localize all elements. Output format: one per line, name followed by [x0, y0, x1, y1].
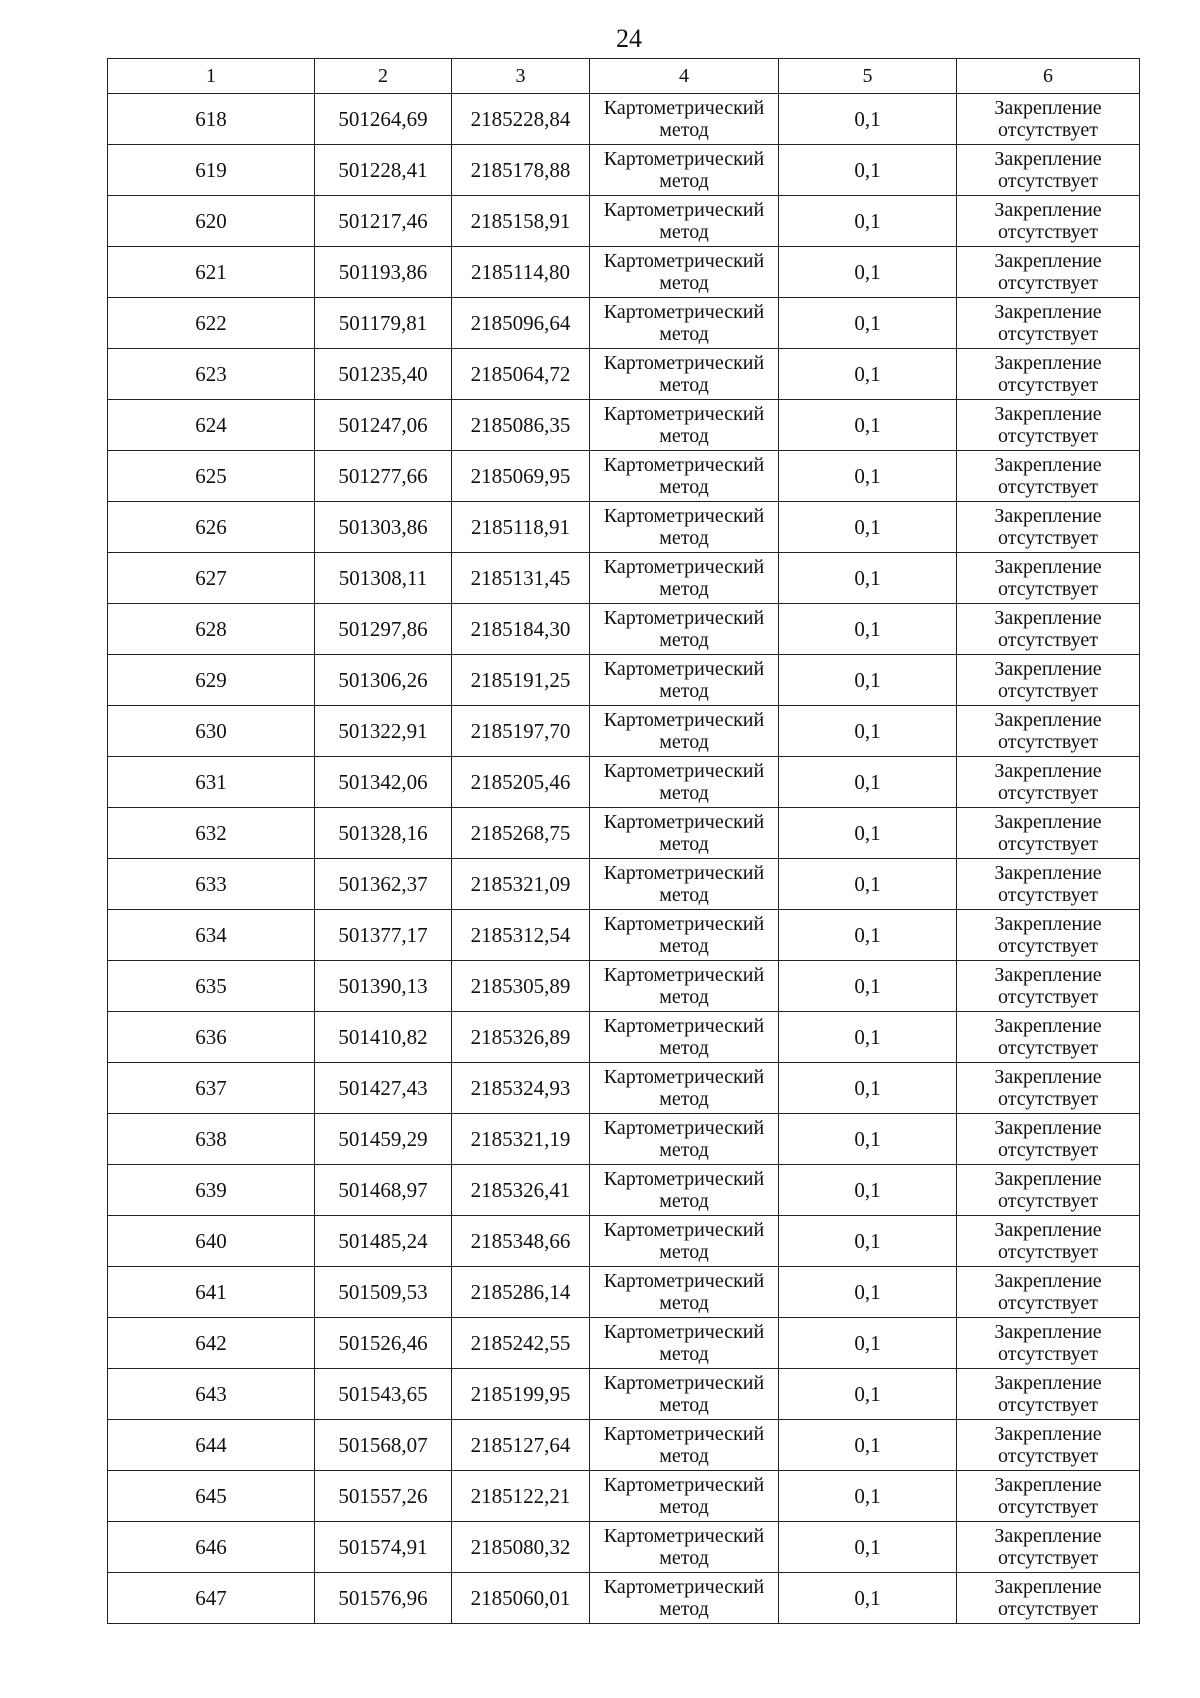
point-number-cell: 626: [108, 502, 315, 553]
method-cell: Картометрический метод: [590, 706, 779, 757]
table-row: [108, 298, 1140, 349]
table-header: [108, 59, 1140, 94]
y-coordinate-cell: 2185184,30: [452, 604, 590, 655]
y-coordinate-cell: 2185205,46: [452, 757, 590, 808]
method-cell: Картометрический метод: [590, 1267, 779, 1318]
y-coordinate-cell: 2185127,64: [452, 1420, 590, 1471]
fixing-description-cell: Закрепление отсутствует: [957, 451, 1140, 502]
x-coordinate-cell: 501410,82: [315, 1012, 452, 1063]
fixing-description-cell: Закрепление отсутствует: [957, 1063, 1140, 1114]
accuracy-cell: 0,1: [779, 1012, 957, 1063]
point-number-cell: 642: [108, 1318, 315, 1369]
y-coordinate-cell: 2185114,80: [452, 247, 590, 298]
accuracy-cell: 0,1: [779, 859, 957, 910]
y-coordinate-cell: 2185321,09: [452, 859, 590, 910]
method-cell: Картометрический метод: [590, 1114, 779, 1165]
accuracy-cell: 0,1: [779, 961, 957, 1012]
point-number-cell: 635: [108, 961, 315, 1012]
y-coordinate-cell: 2185060,01: [452, 1573, 590, 1624]
method-cell: Картометрический метод: [590, 553, 779, 604]
x-coordinate-cell: 501297,86: [315, 604, 452, 655]
fixing-description-cell: Закрепление отсутствует: [957, 961, 1140, 1012]
accuracy-cell: 0,1: [779, 196, 957, 247]
table-row: [108, 961, 1140, 1012]
accuracy-cell: 0,1: [779, 1114, 957, 1165]
method-cell: Картометрический метод: [590, 196, 779, 247]
y-coordinate-cell: 2185069,95: [452, 451, 590, 502]
point-number-cell: 627: [108, 553, 315, 604]
point-number-cell: 620: [108, 196, 315, 247]
point-number-cell: 645: [108, 1471, 315, 1522]
table-row: [108, 1573, 1140, 1624]
page-number: 24: [616, 24, 642, 53]
method-cell: Картометрический метод: [590, 1369, 779, 1420]
column-header: 2: [315, 59, 452, 94]
y-coordinate-cell: 2185191,25: [452, 655, 590, 706]
fixing-description-cell: Закрепление отсутствует: [957, 1216, 1140, 1267]
y-coordinate-cell: 2185286,14: [452, 1267, 590, 1318]
column-header: 5: [779, 59, 957, 94]
fixing-description-cell: Закрепление отсутствует: [957, 400, 1140, 451]
y-coordinate-cell: 2185122,21: [452, 1471, 590, 1522]
point-number-cell: 624: [108, 400, 315, 451]
x-coordinate-cell: 501342,06: [315, 757, 452, 808]
point-number-cell: 623: [108, 349, 315, 400]
y-coordinate-cell: 2185178,88: [452, 145, 590, 196]
x-coordinate-cell: 501362,37: [315, 859, 452, 910]
fixing-description-cell: Закрепление отсутствует: [957, 604, 1140, 655]
method-cell: Картометрический метод: [590, 1420, 779, 1471]
table-row: [108, 1165, 1140, 1216]
x-coordinate-cell: 501247,06: [315, 400, 452, 451]
method-cell: Картометрический метод: [590, 451, 779, 502]
x-coordinate-cell: 501303,86: [315, 502, 452, 553]
x-coordinate-cell: 501217,46: [315, 196, 452, 247]
accuracy-cell: 0,1: [779, 1420, 957, 1471]
x-coordinate-cell: 501328,16: [315, 808, 452, 859]
fixing-description-cell: Закрепление отсутствует: [957, 196, 1140, 247]
table-row: [108, 1012, 1140, 1063]
fixing-description-cell: Закрепление отсутствует: [957, 1318, 1140, 1369]
y-coordinate-cell: 2185197,70: [452, 706, 590, 757]
y-coordinate-cell: 2185131,45: [452, 553, 590, 604]
fixing-description-cell: Закрепление отсутствует: [957, 298, 1140, 349]
table-row: [108, 145, 1140, 196]
accuracy-cell: 0,1: [779, 349, 957, 400]
x-coordinate-cell: 501427,43: [315, 1063, 452, 1114]
x-coordinate-cell: 501459,29: [315, 1114, 452, 1165]
y-coordinate-cell: 2185326,41: [452, 1165, 590, 1216]
point-number-cell: 641: [108, 1267, 315, 1318]
y-coordinate-cell: 2185348,66: [452, 1216, 590, 1267]
fixing-description-cell: Закрепление отсутствует: [957, 1114, 1140, 1165]
point-number-cell: 647: [108, 1573, 315, 1624]
table-row: [108, 349, 1140, 400]
fixing-description-cell: Закрепление отсутствует: [957, 1165, 1140, 1216]
fixing-description-cell: Закрепление отсутствует: [957, 1573, 1140, 1624]
point-number-cell: 632: [108, 808, 315, 859]
method-cell: Картометрический метод: [590, 145, 779, 196]
method-cell: Картометрический метод: [590, 808, 779, 859]
table-row: [108, 808, 1140, 859]
point-number-cell: 622: [108, 298, 315, 349]
y-coordinate-cell: 2185096,64: [452, 298, 590, 349]
accuracy-cell: 0,1: [779, 706, 957, 757]
table-row: [108, 655, 1140, 706]
accuracy-cell: 0,1: [779, 94, 957, 145]
accuracy-cell: 0,1: [779, 1063, 957, 1114]
table-row: [108, 604, 1140, 655]
x-coordinate-cell: 501377,17: [315, 910, 452, 961]
accuracy-cell: 0,1: [779, 400, 957, 451]
accuracy-cell: 0,1: [779, 145, 957, 196]
y-coordinate-cell: 2185064,72: [452, 349, 590, 400]
point-number-cell: 636: [108, 1012, 315, 1063]
method-cell: Картометрический метод: [590, 1216, 779, 1267]
x-coordinate-cell: 501557,26: [315, 1471, 452, 1522]
table-row: [108, 1114, 1140, 1165]
accuracy-cell: 0,1: [779, 1318, 957, 1369]
method-cell: Картометрический метод: [590, 1471, 779, 1522]
x-coordinate-cell: 501277,66: [315, 451, 452, 502]
table-body: [108, 94, 1140, 1624]
y-coordinate-cell: 2185321,19: [452, 1114, 590, 1165]
fixing-description-cell: Закрепление отсутствует: [957, 1471, 1140, 1522]
accuracy-cell: 0,1: [779, 604, 957, 655]
method-cell: Картометрический метод: [590, 859, 779, 910]
y-coordinate-cell: 2185305,89: [452, 961, 590, 1012]
fixing-description-cell: Закрепление отсутствует: [957, 502, 1140, 553]
accuracy-cell: 0,1: [779, 553, 957, 604]
method-cell: Картометрический метод: [590, 94, 779, 145]
point-number-cell: 638: [108, 1114, 315, 1165]
accuracy-cell: 0,1: [779, 1573, 957, 1624]
x-coordinate-cell: 501306,26: [315, 655, 452, 706]
table-row: [108, 1420, 1140, 1471]
accuracy-cell: 0,1: [779, 757, 957, 808]
column-header: 6: [957, 59, 1140, 94]
point-number-cell: 640: [108, 1216, 315, 1267]
table-row: [108, 196, 1140, 247]
fixing-description-cell: Закрепление отсутствует: [957, 859, 1140, 910]
method-cell: Картометрический метод: [590, 1318, 779, 1369]
fixing-description-cell: Закрепление отсутствует: [957, 910, 1140, 961]
accuracy-cell: 0,1: [779, 298, 957, 349]
point-number-cell: 618: [108, 94, 315, 145]
accuracy-cell: 0,1: [779, 451, 957, 502]
method-cell: Картометрический метод: [590, 247, 779, 298]
table-row: [108, 553, 1140, 604]
accuracy-cell: 0,1: [779, 655, 957, 706]
point-number-cell: 637: [108, 1063, 315, 1114]
fixing-description-cell: Закрепление отсутствует: [957, 1267, 1140, 1318]
x-coordinate-cell: 501468,97: [315, 1165, 452, 1216]
accuracy-cell: 0,1: [779, 247, 957, 298]
table-row: [108, 757, 1140, 808]
table-row: [108, 247, 1140, 298]
fixing-description-cell: Закрепление отсутствует: [957, 94, 1140, 145]
table-row: [108, 859, 1140, 910]
accuracy-cell: 0,1: [779, 1522, 957, 1573]
accuracy-cell: 0,1: [779, 502, 957, 553]
y-coordinate-cell: 2185312,54: [452, 910, 590, 961]
point-number-cell: 631: [108, 757, 315, 808]
column-header: 4: [590, 59, 779, 94]
table-row: [108, 1267, 1140, 1318]
accuracy-cell: 0,1: [779, 808, 957, 859]
y-coordinate-cell: 2185326,89: [452, 1012, 590, 1063]
y-coordinate-cell: 2185228,84: [452, 94, 590, 145]
y-coordinate-cell: 2185268,75: [452, 808, 590, 859]
method-cell: Картометрический метод: [590, 1165, 779, 1216]
point-number-cell: 629: [108, 655, 315, 706]
point-number-cell: 619: [108, 145, 315, 196]
y-coordinate-cell: 2185324,93: [452, 1063, 590, 1114]
method-cell: Картометрический метод: [590, 961, 779, 1012]
table-row: [108, 706, 1140, 757]
accuracy-cell: 0,1: [779, 1216, 957, 1267]
method-cell: Картометрический метод: [590, 757, 779, 808]
x-coordinate-cell: 501193,86: [315, 247, 452, 298]
accuracy-cell: 0,1: [779, 910, 957, 961]
accuracy-cell: 0,1: [779, 1471, 957, 1522]
fixing-description-cell: Закрепление отсутствует: [957, 1012, 1140, 1063]
table-row: [108, 1522, 1140, 1573]
y-coordinate-cell: 2185242,55: [452, 1318, 590, 1369]
table-row: [108, 451, 1140, 502]
point-number-cell: 639: [108, 1165, 315, 1216]
table-row: [108, 1318, 1140, 1369]
x-coordinate-cell: 501576,96: [315, 1573, 452, 1624]
accuracy-cell: 0,1: [779, 1165, 957, 1216]
table-row: [108, 910, 1140, 961]
x-coordinate-cell: 501574,91: [315, 1522, 452, 1573]
y-coordinate-cell: 2185080,32: [452, 1522, 590, 1573]
x-coordinate-cell: 501235,40: [315, 349, 452, 400]
method-cell: Картометрический метод: [590, 910, 779, 961]
point-number-cell: 634: [108, 910, 315, 961]
fixing-description-cell: Закрепление отсутствует: [957, 706, 1140, 757]
x-coordinate-cell: 501228,41: [315, 145, 452, 196]
point-number-cell: 621: [108, 247, 315, 298]
table-row: [108, 1063, 1140, 1114]
y-coordinate-cell: 2185199,95: [452, 1369, 590, 1420]
column-header: 3: [452, 59, 590, 94]
fixing-description-cell: Закрепление отсутствует: [957, 808, 1140, 859]
column-header: 1: [108, 59, 315, 94]
point-number-cell: 646: [108, 1522, 315, 1573]
fixing-description-cell: Закрепление отсутствует: [957, 757, 1140, 808]
point-number-cell: 643: [108, 1369, 315, 1420]
table-row: [108, 1216, 1140, 1267]
x-coordinate-cell: 501509,53: [315, 1267, 452, 1318]
y-coordinate-cell: 2185158,91: [452, 196, 590, 247]
x-coordinate-cell: 501179,81: [315, 298, 452, 349]
fixing-description-cell: Закрепление отсутствует: [957, 1522, 1140, 1573]
method-cell: Картометрический метод: [590, 298, 779, 349]
point-number-cell: 625: [108, 451, 315, 502]
point-number-cell: 628: [108, 604, 315, 655]
fixing-description-cell: Закрепление отсутствует: [957, 145, 1140, 196]
fixing-description-cell: Закрепление отсутствует: [957, 247, 1140, 298]
method-cell: Картометрический метод: [590, 1012, 779, 1063]
fixing-description-cell: Закрепление отсутствует: [957, 1369, 1140, 1420]
table-row: [108, 1471, 1140, 1522]
header-row: [108, 59, 1140, 94]
table-row: [108, 94, 1140, 145]
y-coordinate-cell: 2185086,35: [452, 400, 590, 451]
method-cell: Картометрический метод: [590, 502, 779, 553]
x-coordinate-cell: 501390,13: [315, 961, 452, 1012]
point-number-cell: 630: [108, 706, 315, 757]
method-cell: Картометрический метод: [590, 400, 779, 451]
method-cell: Картометрический метод: [590, 1063, 779, 1114]
fixing-description-cell: Закрепление отсутствует: [957, 349, 1140, 400]
fixing-description-cell: Закрепление отсутствует: [957, 655, 1140, 706]
point-number-cell: 644: [108, 1420, 315, 1471]
accuracy-cell: 0,1: [779, 1369, 957, 1420]
method-cell: Картометрический метод: [590, 655, 779, 706]
method-cell: Картометрический метод: [590, 604, 779, 655]
table-row: [108, 1369, 1140, 1420]
method-cell: Картометрический метод: [590, 349, 779, 400]
x-coordinate-cell: 501568,07: [315, 1420, 452, 1471]
x-coordinate-cell: 501264,69: [315, 94, 452, 145]
x-coordinate-cell: 501485,24: [315, 1216, 452, 1267]
accuracy-cell: 0,1: [779, 1267, 957, 1318]
method-cell: Картометрический метод: [590, 1573, 779, 1624]
fixing-description-cell: Закрепление отсутствует: [957, 553, 1140, 604]
x-coordinate-cell: 501526,46: [315, 1318, 452, 1369]
x-coordinate-cell: 501322,91: [315, 706, 452, 757]
x-coordinate-cell: 501308,11: [315, 553, 452, 604]
coordinates-table: [107, 58, 1140, 1624]
fixing-description-cell: Закрепление отсутствует: [957, 1420, 1140, 1471]
y-coordinate-cell: 2185118,91: [452, 502, 590, 553]
table-row: [108, 400, 1140, 451]
point-number-cell: 633: [108, 859, 315, 910]
x-coordinate-cell: 501543,65: [315, 1369, 452, 1420]
method-cell: Картометрический метод: [590, 1522, 779, 1573]
table-row: [108, 502, 1140, 553]
